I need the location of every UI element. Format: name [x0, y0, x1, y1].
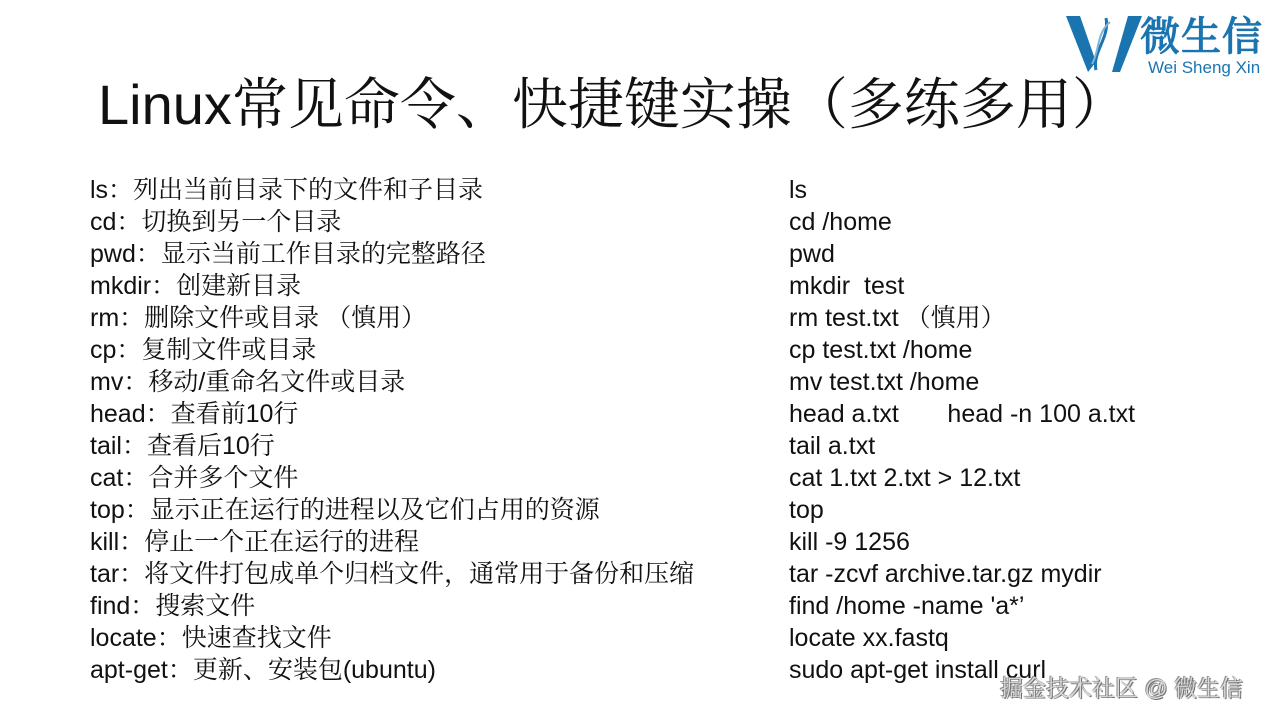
command-example: locate xx.fastq — [789, 624, 949, 652]
command-description: tail：查看后10行 — [90, 432, 275, 460]
command-descriptions — [90, 174, 694, 686]
watermark: 掘金技术社区 @ 微生信 — [1000, 675, 1244, 701]
command-description: rm：删除文件或目录 （慎用） — [90, 304, 427, 332]
command-description: cd：切换到另一个目录 — [90, 208, 342, 236]
command-example: cd /home — [789, 208, 892, 236]
command-example: cat 1.txt 2.txt > 12.txt — [789, 464, 1021, 492]
dna-w-logo-icon — [1066, 12, 1142, 74]
command-examples — [789, 174, 1135, 686]
command-description: mkdir：创建新目录 — [90, 272, 302, 300]
command-description: ls：列出当前目录下的文件和子目录 — [90, 176, 484, 204]
command-description: mv：移动/重命名文件或目录 — [90, 368, 406, 396]
logo-chinese-text: 微生信 — [1140, 15, 1263, 59]
command-description: tar：将文件打包成单个归档文件，通常用于备份和压缩 — [90, 560, 695, 588]
command-description: apt-get：更新、安装包(ubuntu) — [90, 656, 436, 684]
command-example: tail a.txt — [789, 432, 876, 460]
command-example: tar -zcvf archive.tar.gz mydir — [789, 560, 1102, 588]
command-example: cp test.txt /home — [789, 336, 973, 364]
command-example: sudo apt-get install curl — [789, 656, 1047, 684]
command-example: head a.txt head -n 100 a.txt — [789, 400, 1136, 428]
command-description: pwd：显示当前工作目录的完整路径 — [90, 240, 486, 268]
command-example: kill -9 1256 — [789, 528, 910, 556]
command-description: cp：复制文件或目录 — [90, 336, 317, 364]
command-example: mv test.txt /home — [789, 368, 980, 396]
command-description: cat：合并多个文件 — [90, 464, 299, 492]
command-description: find：搜索文件 — [90, 592, 256, 620]
logo — [1066, 12, 1276, 82]
command-example: mkdir test — [789, 272, 905, 300]
command-example: ls — [789, 176, 808, 204]
command-example: pwd — [789, 240, 835, 268]
command-description: kill：停止一个正在运行的进程 — [90, 528, 420, 556]
command-example: rm test.txt （慎用） — [789, 304, 1006, 332]
slide-title: Linux常见命令、快捷键实操（多练多用） — [98, 73, 1128, 136]
command-description: locate：快速查找文件 — [90, 624, 332, 652]
command-description: top：显示正在运行的进程以及它们占用的资源 — [90, 496, 600, 524]
logo-english-text: Wei Sheng Xin — [1148, 58, 1261, 77]
command-example: find /home -name 'a*’ — [789, 592, 1025, 620]
command-example: top — [789, 496, 824, 524]
command-description: head：查看前10行 — [90, 400, 299, 428]
